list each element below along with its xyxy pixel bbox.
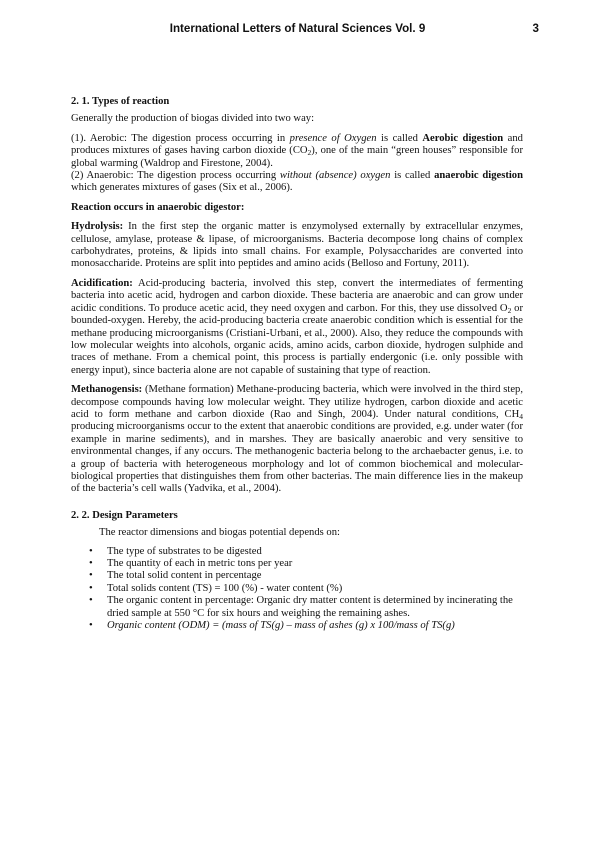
aerobic-emphasis: presence of Oxygen — [289, 132, 377, 144]
design-intro: The reactor dimensions and biogas potential depends on: — [99, 527, 340, 539]
running-header — [0, 22, 595, 38]
anaerobic-term: anaerobic digestion — [434, 170, 523, 182]
bullet-icon: • — [89, 570, 93, 582]
o2-subscript: 2 — [507, 305, 512, 315]
list-item-text: The type of substrates to be digested — [107, 545, 262, 557]
intro-paragraph: Generally the production of biogas divided into two way: — [71, 113, 315, 125]
list-item-text: The organic content in percentage: Organic dry matter content is determined by incinerating the dried sample at 550 °C for six hours and weighing the remaining ashes. — [107, 595, 513, 619]
anaerobic-paragraph — [71, 170, 523, 195]
acidification-paragraph — [71, 278, 523, 377]
article-body — [71, 96, 523, 632]
hydrolysis-paragraph — [71, 221, 523, 271]
reaction-subheading: Reaction occurs in anaerobic digestor: — [71, 201, 245, 213]
list-item — [89, 545, 523, 558]
methanogenesis-text: (Methane formation) Methane-producing bacteria, which were involved in the third step, decompose compounds having low molecular weight. They utilize hydrogen, carbon dioxide and acetic acid to form methane and carbon dioxide (Rao and Singh, 2004). Under natural conditions, CH — [71, 384, 523, 420]
aerobic-term: Aerobic digestion — [422, 132, 504, 144]
bullet-icon: • — [89, 545, 93, 557]
aerobic-text-post: and produces mixtures of gases having carbon dioxide (CO — [71, 132, 523, 157]
list-item-text: The total solid content in percentage — [107, 570, 262, 582]
bullet-icon: • — [89, 582, 93, 594]
list-item-text: Total solids content (TS) = 100 (%) - water content (%) — [107, 582, 343, 594]
acidification-text-end: or bounded-oxygen. Hereby, the acid-producing bacteria create anaerobic condition which is essential for the methane producing microorganisms (Cristiani-Urbani, et al., 2000). Also, they reduce the compounds with low molecular weights into alcohols, organic acids, amino acids, carbon dioxide, hydrogen sulphide and traces of methane. From a chemical point, this process is partially endergonic (i.e. only possible with energy input), since bacteria alone are not capable of sustaining that type of reaction. — [71, 302, 523, 376]
aerobic-paragraph — [71, 133, 523, 170]
aerobic-text-mid: is called — [376, 132, 423, 144]
list-item — [89, 558, 523, 570]
hydrolysis-text: In the first step the organic matter is enzymolysed externally by extracellular enzymes, cellulose, amylase, protease & lipase, of microorganisms. Bacteria decompose long chains of complex carbohydrates, proteins, & lipids into small chains. For example, Polysaccharides are converted into monosaccharide. Proteins are split into peptides and amino acids (Belloso and Fortuny, 2011). — [71, 221, 523, 270]
methanogenesis-paragraph — [71, 384, 523, 496]
list-item — [89, 570, 523, 582]
methanogenesis-text-end: producing microorganisms occur to the extent that anaerobic conditions are provided, e.g. under water (for example in marine sediments), and in marshes. They are basically anaerobic and very sensitive to environmental changes, if any occurs. The methanogenic bacteria belong to the archaebacter genus, i.e. to a group of bacteria with heterogeneous morphology and lot of common biochemical and molecular-biological properties that distinguishes them from other bacterias. The main difference lies in the makeup of the bacteria’s cell walls (Yadvika, et al., 2004). — [71, 421, 523, 495]
hydrolysis-label: Hydrolysis: — [71, 221, 124, 233]
odm-formula: Organic content (ODM) = (mass of TS(g) – mass of ashes (g) x 100/mass of TS(g) — [107, 620, 455, 632]
aerobic-text-pre: (1). Aerobic: The digestion process occurring in — [71, 132, 290, 144]
bullet-icon: • — [89, 620, 93, 632]
anaerobic-text-pre: (2) Anaerobic: The digestion process occurring — [71, 170, 280, 182]
methanogenesis-label: Methanogensis: — [71, 384, 143, 396]
bullet-icon: • — [89, 558, 93, 569]
list-item — [89, 620, 523, 632]
section-heading-design-parameters: 2. 2. Design Parameters — [71, 509, 178, 521]
acidification-label: Acidification: — [71, 277, 133, 289]
co2-subscript: 2 — [307, 148, 312, 158]
anaerobic-emphasis: without (absence) oxygen — [279, 170, 391, 182]
aerobic-text-end: ), one of the main “green houses” responsible for global warming (Waldrop and Firestone, 2004). — [71, 145, 523, 169]
section-heading-types-of-reaction: 2. 1. Types of reaction — [71, 96, 170, 107]
acidification-text: Acid-producing bacteria, involved this step, convert the intermediates of fermenting bacteria into acetic acid, hydrogen and carbon dioxide. These bacteria are anaerobic and can grow under acidic conditions. To produce acetic acid, they need oxygen and carbon. For this, they use dissolved O — [71, 277, 523, 314]
list-item-text: The quantity of each in metric tons per year — [107, 558, 293, 569]
anaerobic-text-mid: is called — [390, 170, 435, 182]
list-item — [89, 595, 523, 620]
anaerobic-text-post: which generates mixtures of gases (Six et al., 2006). — [71, 182, 293, 194]
page-number: 3 — [532, 22, 539, 35]
bullet-icon: • — [89, 595, 93, 607]
ch4-subscript: 4 — [519, 411, 523, 421]
journal-title: International Letters of Natural Sciences Vol. 9 — [169, 22, 426, 35]
list-item — [89, 582, 523, 595]
design-parameter-list — [71, 546, 523, 633]
